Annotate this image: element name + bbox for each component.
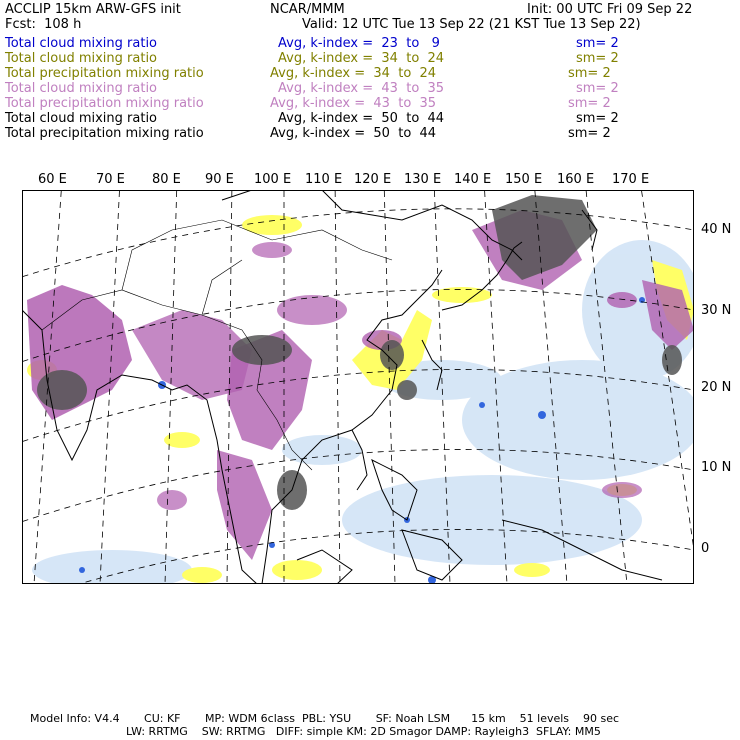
field-avg: Avg, k-index = 43 to 35 (278, 81, 445, 96)
field-line: Total precipitation mixing ratio (5, 96, 204, 111)
lon-label: 110 E (305, 172, 343, 187)
lon-label: 150 E (505, 172, 543, 187)
field-sm: sm= 2 (576, 36, 619, 51)
lat-label: 10 N (701, 460, 732, 475)
field-line: Total cloud mixing ratio (5, 51, 158, 66)
field-line: Total cloud mixing ratio (5, 111, 158, 126)
field-sm: sm= 2 (568, 96, 611, 111)
field-avg: Avg, k-index = 43 to 35 (270, 96, 437, 111)
field-avg: Avg, k-index = 50 to 44 (270, 126, 437, 141)
lat-label: 40 N (701, 222, 732, 237)
lon-label: 120 E (354, 172, 392, 187)
field-sm: sm= 2 (568, 66, 611, 81)
field-avg: Avg, k-index = 34 to 24 (278, 51, 445, 66)
init-time: Init: 00 UTC Fri 09 Sep 22 (527, 2, 693, 17)
title-left: ACCLIP 15km ARW-GFS init (5, 2, 181, 17)
lat-label: 30 N (701, 303, 732, 318)
lon-label: 170 E (612, 172, 650, 187)
lon-label: 100 E (254, 172, 292, 187)
lat-label: 20 N (701, 380, 732, 395)
lon-label: 60 E (38, 172, 67, 187)
field-avg: Avg, k-index = 50 to 44 (278, 111, 445, 126)
lon-label: 160 E (557, 172, 595, 187)
field-line: Total precipitation mixing ratio (5, 66, 204, 81)
field-line: Total cloud mixing ratio (5, 81, 158, 96)
lon-label: 140 E (454, 172, 492, 187)
model-info-line2: LW: RRTMG SW: RRTMG DIFF: simple KM: 2D Smagor DAMP: Rayleigh3 SFLAY: MM5 (126, 725, 601, 738)
lat-label: 0 (701, 541, 710, 556)
field-sm: sm= 2 (576, 111, 619, 126)
forecast-map (22, 190, 694, 584)
forecast-hour: Fcst: 108 h (5, 17, 82, 32)
lon-label: 130 E (404, 172, 442, 187)
field-avg: Avg, k-index = 34 to 24 (270, 66, 437, 81)
field-sm: sm= 2 (568, 126, 611, 141)
title-center: NCAR/MMM (270, 2, 345, 17)
lon-label: 70 E (96, 172, 125, 187)
lon-label: 90 E (205, 172, 234, 187)
field-sm: sm= 2 (576, 51, 619, 66)
lon-label: 80 E (152, 172, 181, 187)
field-line: Total precipitation mixing ratio (5, 126, 204, 141)
field-sm: sm= 2 (576, 81, 619, 96)
model-info-line1: Model Info: V4.4 CU: KF MP: WDM 6class PBL: YSU SF: Noah LSM 15 km 51 levels 90 sec (30, 712, 620, 725)
field-avg: Avg, k-index = 23 to 9 (278, 36, 440, 51)
field-line: Total cloud mixing ratio (5, 36, 158, 51)
valid-time: Valid: 12 UTC Tue 13 Sep 22 (21 KST Tue 13 Sep 22) (302, 17, 641, 32)
